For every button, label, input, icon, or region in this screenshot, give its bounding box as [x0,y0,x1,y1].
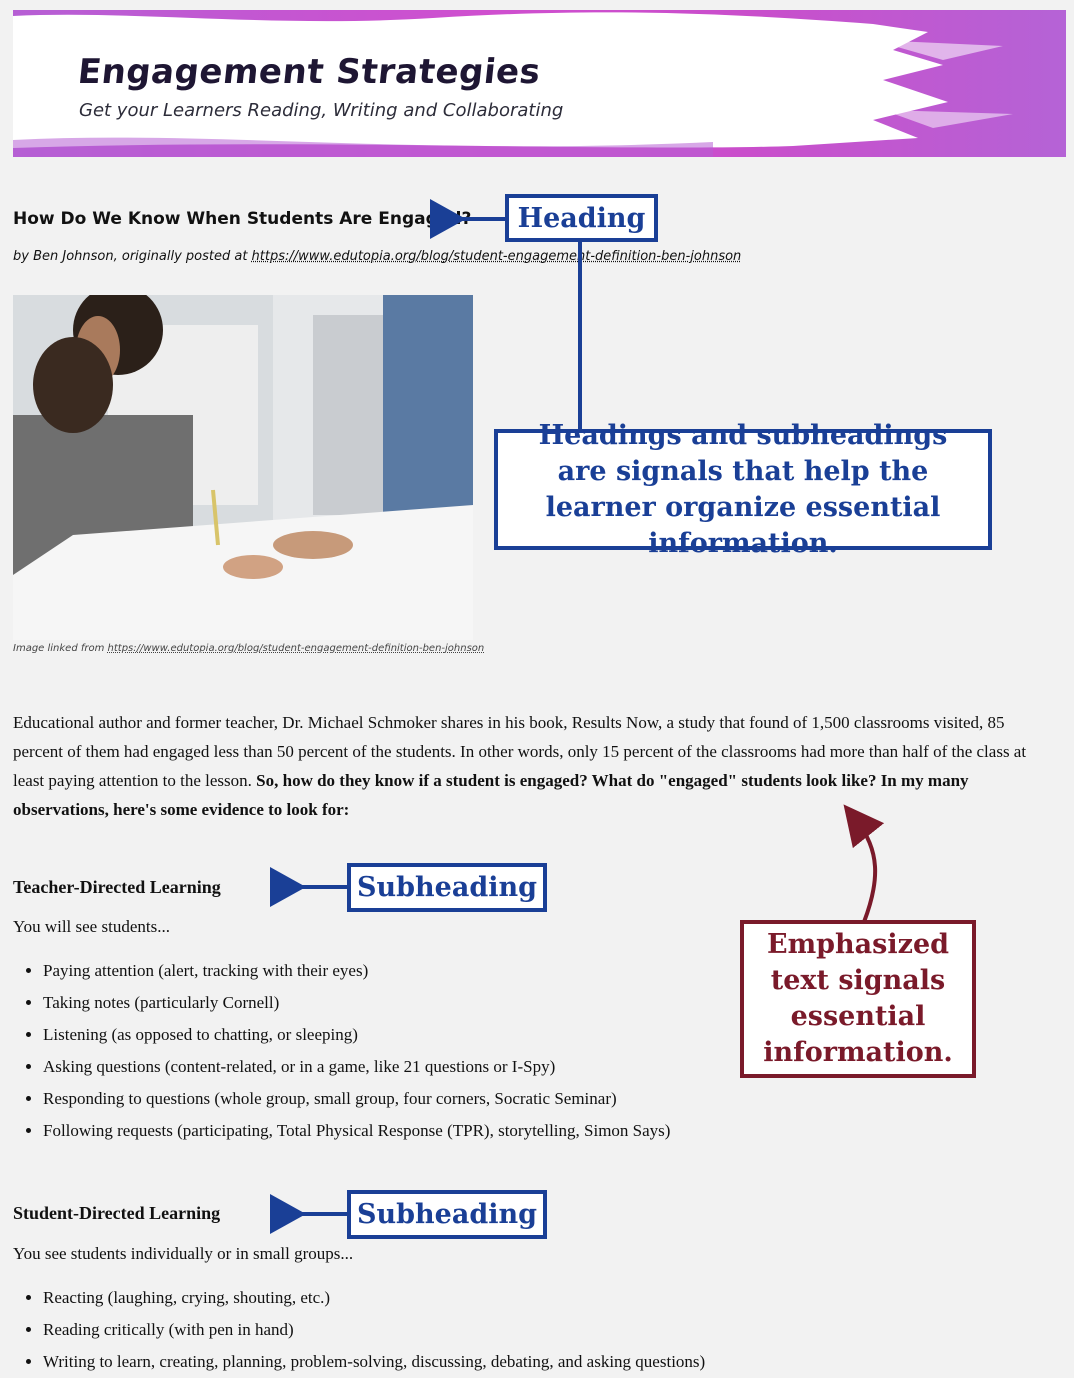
intro-paragraph [13,708,1043,824]
list-item: • Responding to questions (whole group, small group, four corners, Socratic Seminar) [43,1083,670,1115]
subheading-student-directed: Student-Directed Learning [13,1203,221,1223]
heading-note-text: Headings and subheadings are signals that help the learner organize essential information. [538,419,948,559]
heading-note-callout [494,419,992,559]
subheading-callout-label: Subheading [357,1199,537,1230]
emphasis-note-text: Emphasized text signals essential information. [763,929,953,1068]
intro-text: Educational author and former teacher, Dr. Michael Schmoker shares in his book, Results Now, a study that found of 1,500 classrooms visited, 85 percent of them had engaged less than 50 percent of the students. In other words, only 15 percent of the classrooms had more than half of the class at least paying attention to the lesson. [13,713,1027,790]
subheading-teacher-directed: Teacher-Directed Learning [13,877,221,897]
emphasized-text: So, how do they know if a student is engaged? What do "engaged" students look like? In my many observations, here's some evidence to look for: [13,771,969,819]
caption-text: Image linked from [13,643,108,654]
article-heading: How Do We Know When Students Are Engaged? [13,209,472,229]
image-caption [13,643,484,654]
heading-callout-label: Heading [517,202,646,234]
byline [13,249,741,264]
emphasis-arrow [856,820,875,922]
subheading-callout [347,863,547,912]
section-lead: You see students individually or in small groups... [13,1244,354,1263]
evidence-list [13,955,670,1147]
banner-title: Engagement Strategies [75,52,543,92]
list-item: • Reacting (laughing, crying, shouting, etc.) [43,1282,705,1314]
list-item: • Reading critically (with pen in hand) [43,1314,705,1346]
caption-link[interactable]: https://www.edutopia.org/blog/student-engagement-definition-ben-johnson [107,643,485,654]
list-item: • Writing to learn, creating, planning, problem-solving, discussing, debating, and asking questions) [43,1346,705,1378]
heading-callout [505,194,658,242]
classroom-photo [13,295,473,640]
subheading-callout [347,1190,547,1239]
subheading-callout-label: Subheading [357,872,537,903]
list-item: • Following requests (participating, Total Physical Response (TPR), storytelling, Simon Says) [43,1115,670,1147]
list-item: • Paying attention (alert, tracking with their eyes) [43,955,670,987]
header-banner [13,10,1066,157]
list-item: • Taking notes (particularly Cornell) [43,987,670,1019]
list-item: • Listening (as opposed to chatting, or sleeping) [43,1019,670,1051]
section-lead: You will see students... [13,917,170,936]
source-link[interactable]: https://www.edutopia.org/blog/student-engagement-definition-ben-johnson [251,249,742,264]
list-item: • Asking questions (content-related, or in a game, like 21 questions or I-Spy) [43,1051,670,1083]
emphasis-callout [740,920,976,1078]
banner-subtitle: Get your Learners Reading, Writing and Collaborating [79,100,564,121]
byline-text: by Ben Johnson, originally posted at [13,249,252,264]
